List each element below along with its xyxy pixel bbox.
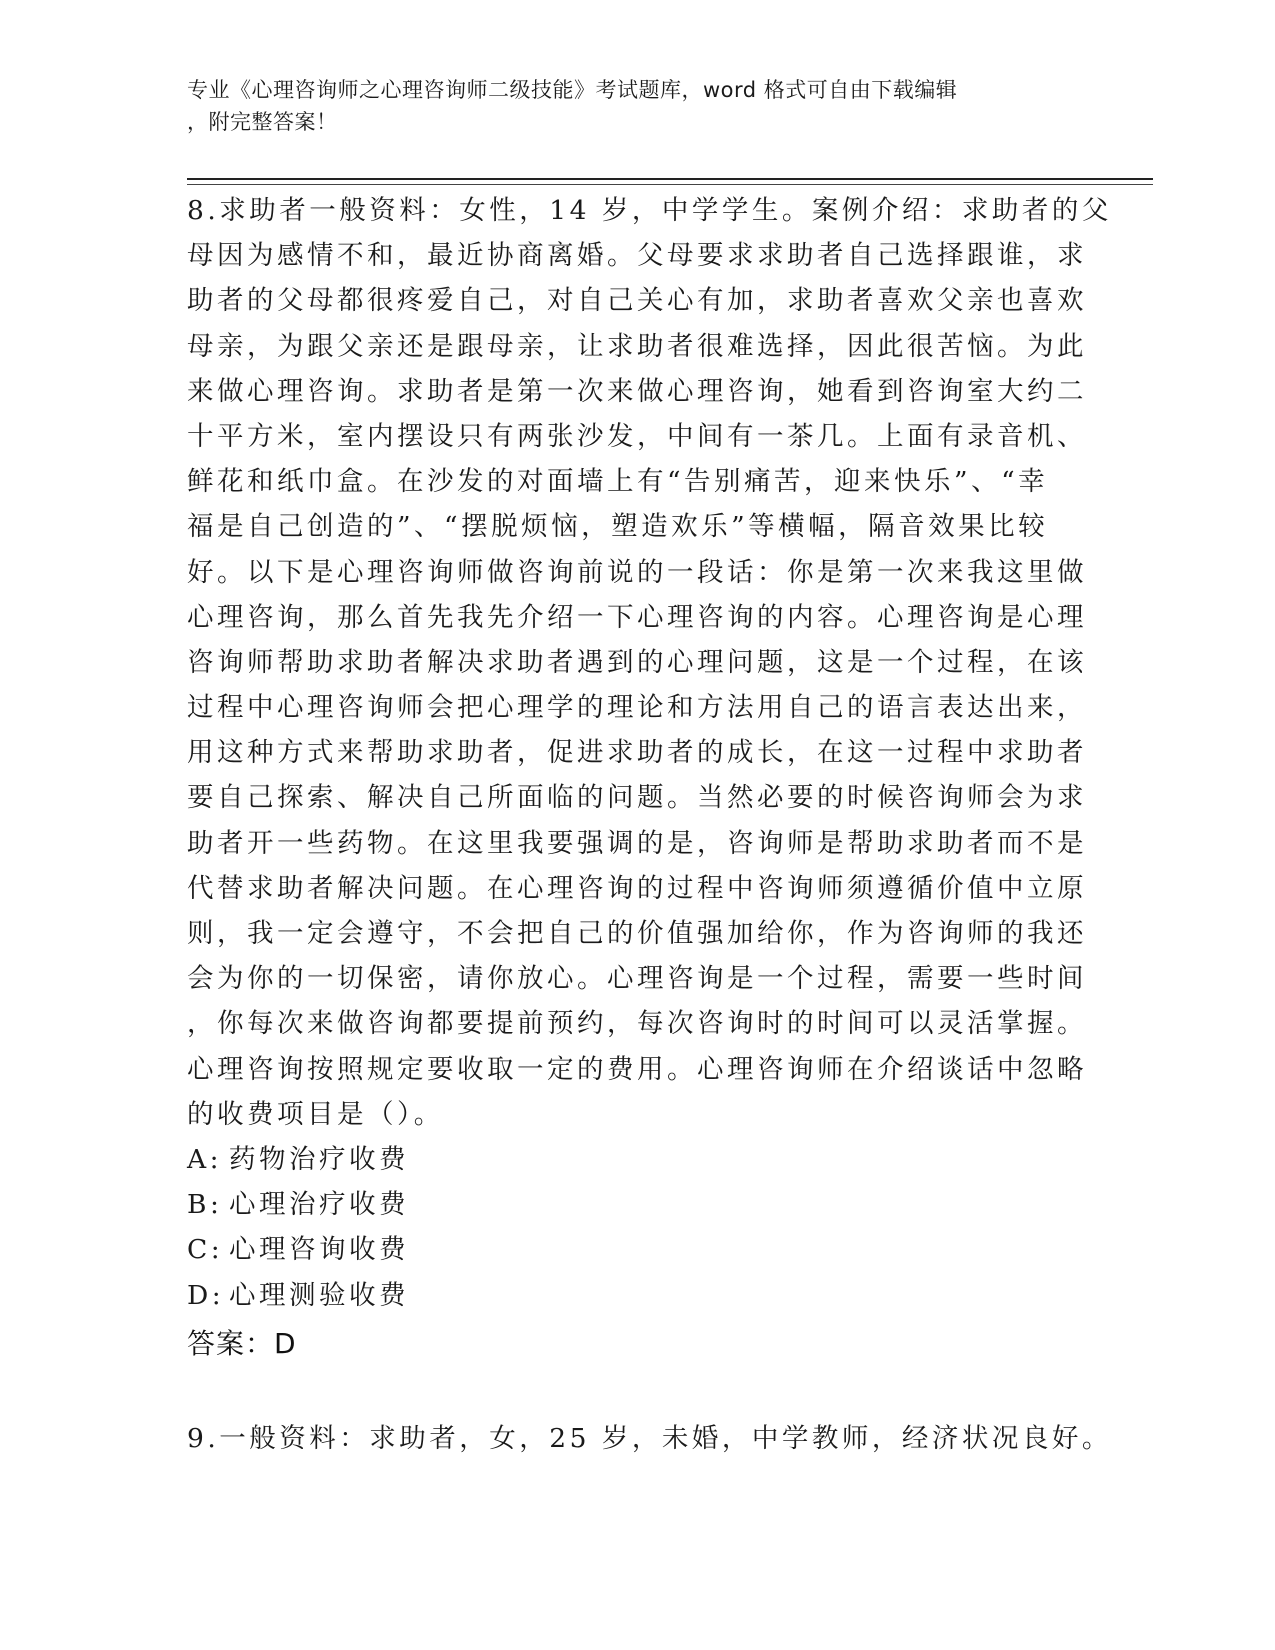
question-8-stem-line: 十平方米，室内摆设只有两张沙发，中间有一茶几。上面有录音机、 xyxy=(187,420,1087,452)
question-8-stem-line: 心理咨询，那么首先我先介绍一下心理咨询的内容。心理咨询是心理 xyxy=(187,601,1087,633)
header-divider-thin xyxy=(187,184,1153,185)
option-text: 药物治疗收费 xyxy=(229,1143,409,1175)
question-9-stem-line: 9.一般资料：求助者，女，25 岁，未婚，中学教师，经济状况良好。 xyxy=(187,1423,1112,1454)
question-8-stem-line: 母因为感情不和，最近协商离婚。父母要求求助者自己选择跟谁，求 xyxy=(187,240,1087,272)
option-letter: C: xyxy=(187,1234,224,1266)
question-8-stem-line: 好。以下是心理咨询师做咨询前说的一段话：你是第一次来我这里做 xyxy=(187,556,1087,588)
question-8-stem-line: 代替求助者解决问题。在心理咨询的过程中咨询师须遵循价值中立原 xyxy=(187,872,1087,904)
header-title-line-1: 专业《心理咨询师之心理咨询师二级技能》考试题库，word 格式可自由下载编辑 xyxy=(187,78,958,102)
question-8-options xyxy=(187,1137,1067,1318)
question-8 xyxy=(187,188,1112,1318)
option-letter: D: xyxy=(187,1279,225,1311)
question-8-stem-line: 8.求助者一般资料：女性，14 岁，中学学生。案例介绍：求助者的父 xyxy=(187,195,1112,226)
option-letter: A: xyxy=(187,1143,223,1175)
question-8-stem-line: 要自己探索、解决自己所面临的问题。当然必要的时候咨询师会为求 xyxy=(187,782,1087,814)
answer-option xyxy=(187,1227,1067,1272)
question-9 xyxy=(187,1416,1112,1461)
question-8-stem-line: 过程中心理咨询师会把心理学的理论和方法用自己的语言表达出来， xyxy=(187,692,1087,724)
question-8-stem-line: 来做心理咨询。求助者是第一次来做心理咨询，她看到咨询室大约二 xyxy=(187,375,1087,407)
option-text: 心理测验收费 xyxy=(229,1279,409,1311)
question-8-stem-line: 鲜花和纸巾盒。在沙发的对面墙上有“告别痛苦，迎来快乐”、“幸 xyxy=(187,466,1049,498)
answer-option xyxy=(187,1137,1067,1182)
question-8-stem-line: 会为你的一切保密，请你放心。心理咨询是一个过程，需要一些时间 xyxy=(187,963,1087,995)
question-8-stem-line: 助者开一些药物。在这里我要强调的是，咨询师是帮助求助者而不是 xyxy=(187,827,1087,859)
answer-option xyxy=(187,1182,1067,1227)
document-header xyxy=(187,74,1067,138)
answer-option xyxy=(187,1273,1067,1318)
question-8-stem-line: 咨询师帮助求助者解决求助者遇到的心理问题，这是一个过程，在该 xyxy=(187,646,1087,678)
question-8-stem-line: 心理咨询按照规定要收取一定的费用。心理咨询师在介绍谈话中忽略 xyxy=(187,1053,1087,1085)
question-8-stem-line: 的收费项目是（）。 xyxy=(187,1098,444,1130)
question-8-stem-line: 福是自己创造的”、“摆脱烦恼，塑造欢乐”等横幅，隔音效果比较 xyxy=(187,511,1049,543)
question-8-stem-line: 助者的父母都很疼爱自己，对自己关心有加，求助者喜欢父亲也喜欢 xyxy=(187,285,1087,317)
option-text: 心理治疗收费 xyxy=(229,1189,409,1221)
header-title-line-2: ，附完整答案！ xyxy=(187,110,338,134)
question-8-stem-line: ，你每次来做咨询都要提前预约，每次咨询时的时间可以灵活掌握。 xyxy=(187,1008,1087,1040)
option-text: 心理咨询收费 xyxy=(229,1234,409,1266)
question-8-stem-line: 则，我一定会遵守，不会把自己的价值强加给你，作为咨询师的我还 xyxy=(187,918,1087,949)
question-8-stem-line: 母亲，为跟父亲还是跟母亲，让求助者很难选择，因此很苦恼。为此 xyxy=(187,330,1087,362)
header-divider-thick xyxy=(187,178,1153,180)
question-8-stem-line: 用这种方式来帮助求助者，促进求助者的成长，在这一过程中求助者 xyxy=(187,737,1087,769)
question-8-answer: 答案：D xyxy=(187,1327,297,1360)
option-letter: B: xyxy=(187,1189,223,1221)
question-8-stem xyxy=(187,188,1112,1137)
